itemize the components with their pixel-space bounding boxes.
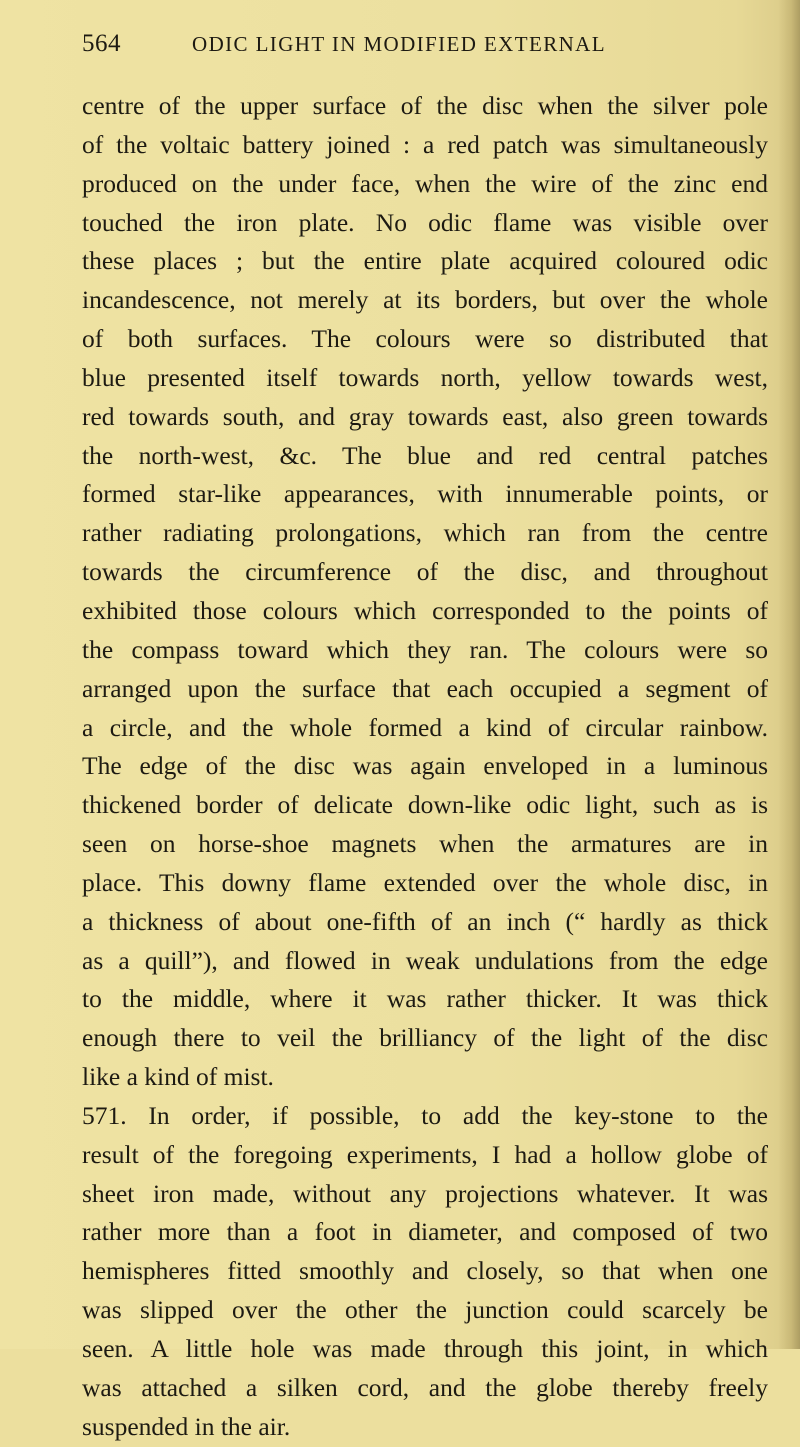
text-line: a thickness of about one-fifth of an inch (“ hardly as thick: [82, 906, 768, 936]
text-line: seen on horse-shoe magnets when the armatures are in: [82, 829, 768, 859]
text-line: enough there to veil the brilliancy of the light of the disc: [82, 1023, 768, 1053]
text-line: result of the foregoing experiments, I had a hollow globe of: [82, 1139, 768, 1169]
text-line: the north-west, &c. The blue and red central patches: [82, 440, 768, 470]
text-line: seen. A little hole was made through this joint, in which: [82, 1334, 768, 1363]
text-line: The edge of the disc was again enveloped in a luminous: [82, 751, 768, 781]
text-line: rather more than a foot in diameter, and composed of two: [82, 1217, 768, 1247]
text-line: was slipped over the other the junction could scarcely be: [82, 1295, 768, 1325]
text-line: of both surfaces. The colours were so distributed that: [82, 324, 768, 354]
text-line: 571. In order, if possible, to add the key-stone to the: [82, 1100, 768, 1130]
text-line: touched the iron plate. No odic flame was visible over: [82, 207, 768, 237]
text-line: of the voltaic battery joined : a red patch was simultaneously: [82, 129, 768, 159]
text-line: rather radiating prolongations, which ran from the centre: [82, 518, 768, 548]
running-title: ODIC LIGHT IN MODIFIED EXTERNAL: [192, 32, 606, 56]
running-head: [82, 30, 772, 66]
page-number: 564: [82, 30, 121, 57]
text-line: to the middle, where it was rather thicker. It was thick: [82, 984, 768, 1014]
text-line: a circle, and the whole formed a kind of circular rainbow.: [82, 712, 768, 742]
text-line: as a quill”), and flowed in weak undulations from the edge: [82, 945, 768, 975]
text-line: the compass toward which they ran. The colours were so: [82, 634, 768, 664]
text-line: produced on the under face, when the wire of the zinc end: [82, 168, 768, 198]
text-line: suspended in the air.: [82, 1411, 291, 1441]
text-line: towards the circumference of the disc, and throughout: [82, 557, 768, 587]
page-edge-shadow: [778, 0, 800, 1349]
text-line: formed star-like appearances, with innumerable points, or: [82, 479, 768, 509]
text-line: thickened border of delicate down-like odic light, such as is: [82, 790, 768, 820]
text-line: like a kind of mist.: [82, 1062, 274, 1092]
text-line: incandescence, not merely at its borders, but over the whole: [82, 285, 768, 315]
text-line: arranged upon the surface that each occupied a segment of: [82, 673, 768, 703]
text-line: place. This downy flame extended over the whole disc, in: [82, 867, 768, 897]
text-line: hemispheres fitted smoothly and closely, so that when one: [82, 1256, 768, 1286]
text-line: centre of the upper surface of the disc when the silver pole: [82, 91, 768, 120]
text-line: sheet iron made, without any projections whatever. It was: [82, 1178, 768, 1208]
text-line: exhibited those colours which corresponded to the points of: [82, 595, 768, 625]
body-text: [82, 87, 768, 1447]
text-line: red towards south, and gray towards east, also green towards: [82, 401, 768, 431]
text-line: blue presented itself towards north, yellow towards west,: [82, 362, 768, 392]
text-line: was attached a silken cord, and the globe thereby freely: [82, 1372, 768, 1402]
text-line: these places ; but the entire plate acquired coloured odic: [82, 246, 768, 276]
